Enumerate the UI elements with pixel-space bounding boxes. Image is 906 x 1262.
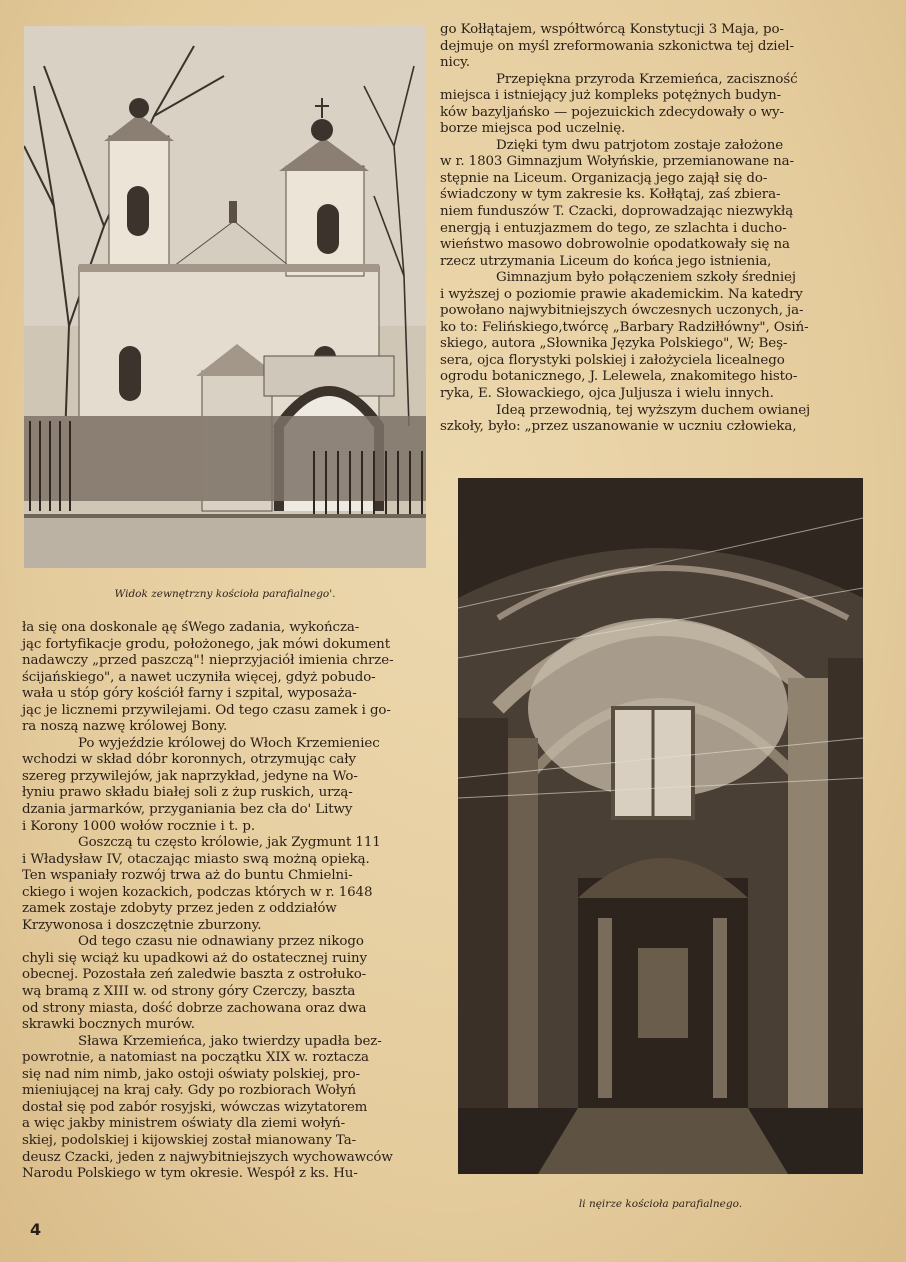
text-line: Sława Krzemieńca, jako twierdzy upadła bez- bbox=[78, 1033, 382, 1049]
text-line: Krzywonosa i doszczętnie zburzony. bbox=[22, 917, 262, 933]
text-line: Goszczą tu często królowie, jak Zygmunt 111 bbox=[78, 835, 381, 851]
text-line: i Władysław IV, otaczając miasto swą możną opieką. bbox=[22, 851, 370, 867]
text-line: i Korony 1000 wołów rocznie i t. p. bbox=[22, 818, 256, 834]
text-line: ckiego i wojen kozackich, podczas których w r. 1648 bbox=[22, 884, 373, 900]
text-line: a więc jakby ministrem oświaty dla ziemi wołyń- bbox=[22, 1116, 346, 1132]
church-exterior-illustration bbox=[24, 26, 426, 568]
text-line: zamek zostaje zdobyty przez jeden z oddziałów bbox=[22, 901, 337, 917]
church-exterior-photo bbox=[24, 26, 426, 568]
text-line: Od tego czasu nie odnawiany przez nikogo bbox=[78, 934, 364, 950]
text-line: wała u stóp góry kościół farny i szpital, wyposaża- bbox=[22, 686, 357, 702]
text-line: jąc fortyfikacje grodu, położonego, jak mówi dokument bbox=[22, 636, 390, 652]
text-line: rzecz utrzymania Liceum do końca jego istnienia, bbox=[440, 253, 772, 269]
text-line: dejmuje on myśl zreformowania szkonictwa tej dziel- bbox=[440, 38, 794, 54]
text-line: świadczony w tym zakresie ks. Kołłątaj, zaś zbiera- bbox=[440, 187, 781, 203]
text-line: ogrodu botanicznego, J. Lelewela, znakomitego histo- bbox=[440, 369, 798, 385]
text-line: Narodu Polskiego w tym okresie. Wespół z ks. Hu- bbox=[22, 1166, 358, 1182]
text-line: Przepiękna przyroda Krzemieńca, zaciszność bbox=[496, 71, 798, 87]
text-line: powrotnie, a natomiast na początku XIX w. roztacza bbox=[22, 1050, 369, 1066]
text-line: powołano najwybitniejszych ówczesnych uczonych, ja- bbox=[440, 303, 804, 319]
text-line: ków bazyljańsko — pojezuickich zdecydowały o wy- bbox=[440, 104, 784, 120]
text-line: Dzięki tym dwu patrjotom zostaje założone bbox=[496, 137, 784, 153]
text-line: wieństwo masowo dobrowolnie opodatkowały się na bbox=[440, 237, 790, 253]
text-line: energją i entuzjazmem do tego, ze szlachta i ducho- bbox=[440, 220, 787, 236]
text-line: chyli się wciąż ku upadkowi aż do ostatecznej ruiny bbox=[22, 950, 368, 966]
text-line: sera, ojca florystyki polskiej i założyciela licealnego bbox=[440, 352, 785, 368]
text-line: wą bramą z XIII w. od strony góry Czerczy, baszta bbox=[22, 984, 356, 1000]
text-line: skiego, autora „Słownika Języka Polskiego", W; Beş- bbox=[440, 336, 788, 352]
text-line: Ten wspaniały rozwój trwa aż do buntu Chmielni- bbox=[22, 868, 353, 884]
text-line: skrawki bocznych murów. bbox=[22, 1017, 195, 1033]
text-line: mieniującej na kraj cały. Gdy po rozbiorach Wołyń bbox=[22, 1083, 357, 1099]
text-line: szereg przywilejów, jak naprzykład, jedyne na Wo- bbox=[22, 768, 358, 784]
text-line: i wyższej o poziomie prawie akademickim. Na katedry bbox=[440, 286, 803, 302]
text-line: w r. 1803 Gimnazjum Wołyńskie, przemianowane na- bbox=[440, 154, 794, 170]
text-line: go Kołłątajem, współtwórcą Konstytucji 3 Maja, po- bbox=[440, 22, 784, 37]
text-line: nicy. bbox=[440, 55, 470, 71]
text-line: Po wyjeździe królowej do Włoch Krzemieniec bbox=[78, 735, 380, 751]
text-line: dostał się pod zabór rosyjski, wówczas wizytatorem bbox=[22, 1099, 368, 1115]
text-line: miejsca i istniejący już kompleks potężnych budyn- bbox=[440, 88, 782, 104]
page-number: 4 bbox=[30, 1220, 42, 1239]
text-line: ra noszą nazwę królowej Bony. bbox=[22, 719, 228, 735]
church-interior-photo bbox=[458, 478, 863, 1174]
exterior-photo-caption: Widok zewnętrzny kościoła parafialnego'. bbox=[114, 588, 336, 600]
text-line: ścijańskiego", a nawet uczyniła więcej, gdyż pobudo- bbox=[22, 669, 376, 685]
interior-photo-caption: li nęirze kościoła parafialnego. bbox=[578, 1198, 743, 1210]
text-line: obecnej. Pozostała zeń zaledwie baszta z ostrołuko- bbox=[22, 967, 367, 983]
text-line: ryka, E. Słowackiego, ojca Juljusza i wielu innych. bbox=[440, 386, 774, 402]
text-line: jąc je licznemi przywilejami. Od tego czasu zamek i go- bbox=[22, 702, 391, 718]
text-line: deusz Czacki, jeden z najwybitniejszych wychowawców bbox=[22, 1149, 393, 1165]
text-line: łyniu prawo składu białej soli z żup ruskich, urzą- bbox=[22, 785, 353, 801]
text-line: niem funduszów T. Czacki, doprowadzając niezwykłą bbox=[440, 204, 794, 220]
text-line: szkoły, było: „przez uszanowanie w uczniu człowieka, bbox=[440, 419, 797, 435]
church-interior-illustration bbox=[458, 478, 863, 1174]
right-text-column bbox=[440, 22, 894, 436]
text-line: Ideą przewodnią, tej wyższym duchem owianej bbox=[496, 402, 811, 418]
text-line: skiej, podolskiej i kijowskiej został mianowany Ta- bbox=[22, 1132, 357, 1148]
text-line: się nad nim nimb, jako ostoji oświaty polskiej, pro- bbox=[22, 1066, 360, 1082]
text-line: nadawczy „przed paszczą"! nieprzyjaciół imienia chrze- bbox=[22, 653, 394, 669]
text-line: borze miejsca pod uczelnię. bbox=[440, 121, 626, 137]
text-line: od strony miasta, dość dobrze zachowana oraz dwa bbox=[22, 1000, 367, 1016]
text-line: stępnie na Liceum. Organizacją jego zajął się do- bbox=[440, 170, 768, 186]
text-line: ła się ona doskonale ąę śWego zadania, wykończa- bbox=[22, 620, 360, 635]
text-line: wchodzi w skład dóbr koronnych, otrzymując cały bbox=[22, 752, 356, 768]
text-line: Gimnazjum było połączeniem szkoły średniej bbox=[496, 270, 796, 286]
text-line: ko to: Felińskiego,twórcę „Barbary Radziłłówny", Osiń- bbox=[440, 319, 809, 335]
left-text-column bbox=[22, 620, 462, 1183]
text-line: dzania jarmarków, przyganiania bez cła do' Litwy bbox=[22, 802, 353, 818]
